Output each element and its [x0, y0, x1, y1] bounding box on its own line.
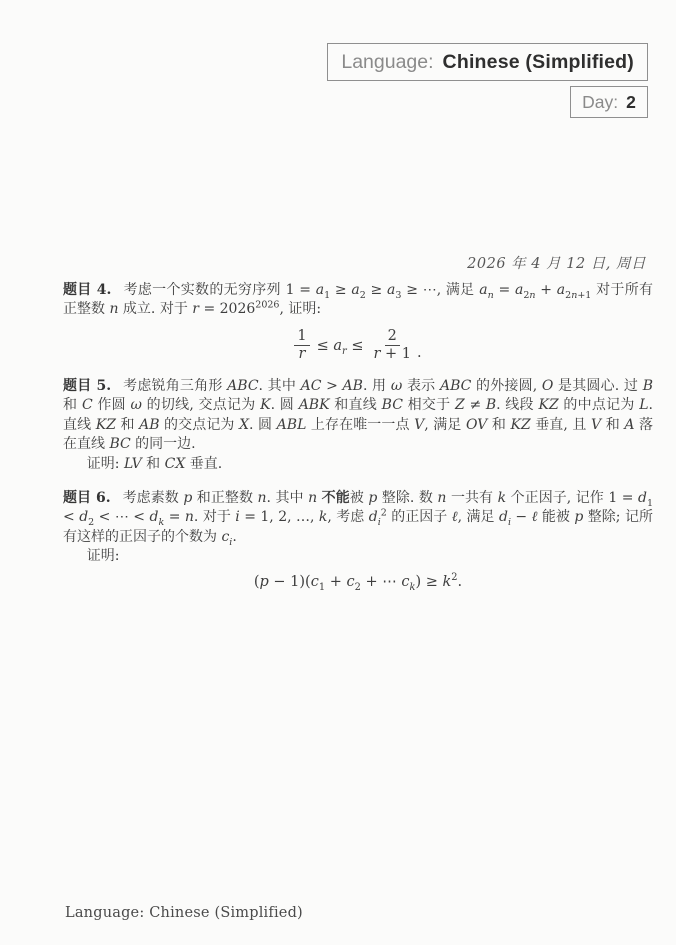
problem-4-label: 题目 4.	[63, 282, 112, 298]
problem-5	[63, 377, 653, 455]
problem-6-formula: $(p - 1)(c_1 + c_2$ + ⋯ $c_k) \ge k^2$.	[253, 571, 463, 593]
problem-5-proof: 证明: LV 和 CX 垂直.	[86, 455, 223, 472]
day-value: 2	[626, 91, 636, 112]
problem-4-formula	[63, 328, 653, 364]
footer-language-line: Language: Chinese (Simplified)	[65, 905, 303, 921]
formula-period: .	[417, 344, 422, 361]
language-value: Chinese (Simplified)	[442, 50, 634, 73]
problem-6-text: 考虑素数 p 和正整数 n. 其中 n 不能被 p 整除. 数 n 一共有 k 个正因子, 记作 $1 = d_1 < d_2$ < ⋯ < $d_k = n$. 对于 i = 1, 2, …, k, 考虑 $d_i^2$ 的正因子 ℓ, 满足 $d_i$ − ℓ 能被 p 整除; 记所有这样的正因子的个数为 $c_i$.	[63, 489, 654, 548]
problem-6-proof: 证明:	[86, 548, 120, 565]
language-box	[327, 43, 648, 81]
fraction-2	[371, 328, 415, 364]
date-line: 2026 年 4 月 12 日, 周日	[467, 256, 646, 272]
language-label: Language:	[341, 50, 434, 73]
problem-6-label: 题目 6.	[63, 489, 111, 506]
fraction-1-numerator: 1	[294, 328, 309, 346]
problem-6	[63, 489, 653, 547]
problem-4-text: 考虑一个实数的无穷序列 $1 = a_1 \ge a_2 \ge a_3$ ≥ ⋯, 满足 $a_n = a_{2n} + a_{2n+1}$ 对于所有正整数 n 成立. 对于 $r = 2026^{2026}$, 证明:	[63, 282, 653, 318]
fraction-2-denominator: r + 1	[373, 346, 412, 363]
problem-5-label: 题目 5.	[63, 377, 112, 394]
fraction-2-numerator: 2	[385, 328, 400, 346]
day-label: Day:	[582, 91, 619, 112]
day-box	[570, 86, 648, 118]
problem-4	[63, 281, 653, 320]
problems-body	[63, 281, 653, 592]
fraction-1	[294, 328, 309, 364]
problem-5-text: 考虑锐角三角形 ABC. 其中 AC > AB. 用 ω 表示 ABC 的外接圆, O 是其圆心. 过 B 和 C 作圆 ω 的切线, 交点记为 K. 圆 ABK 和直线 BC 相交于 Z ≠ B. 线段 KZ 的中点记为 L. 直线 KZ 和 AB 的交点记为 X. 圆 ABL 上存在唯一一点 V, 满足 OV 和 KZ 垂直, 且 V 和 A 落在直线 BC 的同一边.	[63, 377, 654, 453]
formula-middle: ≤ $a_r$ ≤	[316, 337, 364, 357]
fraction-1-denominator: r	[298, 346, 306, 363]
